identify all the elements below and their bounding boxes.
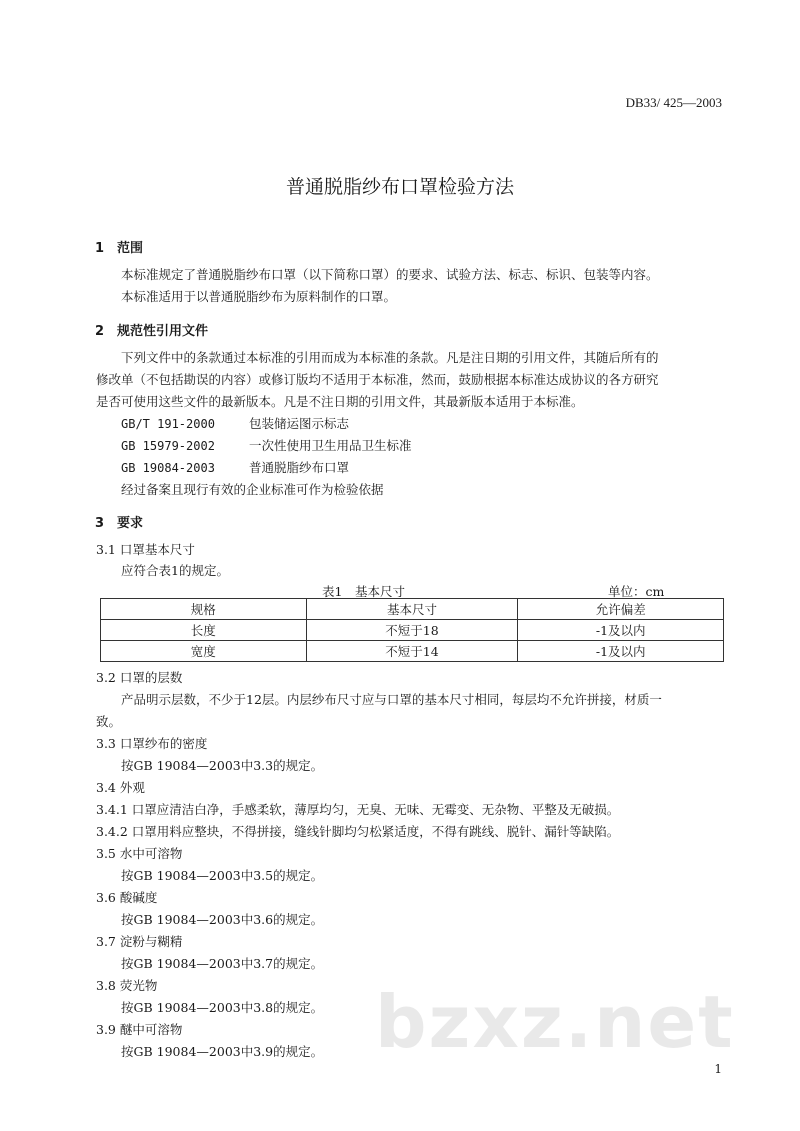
reference-code: GB/T 191-2000 [121,417,215,431]
clause-number: 3.2 [96,670,116,685]
section-title: 要求 [117,516,144,531]
clause-text: 按GB 19084—2003中3.7的规定。 [121,956,324,971]
watermark: bzxz.net [375,980,735,1064]
section-title: 范围 [117,241,144,256]
clause-3-4-2 [96,822,619,840]
clause-title: 口罩纱布的密度 [119,736,208,751]
clause-title: 口罩基本尺寸 [119,542,195,557]
table-cell: 宽度 [101,641,307,662]
reference-item [121,414,349,432]
clause-number: 3.9 [96,1022,116,1037]
section-2-paragraph-line: 是否可使用这些文件的最新版本。凡是不注日期的引用文件，其最新版本适用于本标准。 [96,394,584,409]
section-number: 3 [95,516,105,531]
section-number: 2 [95,324,105,339]
clause-number: 3.3 [96,736,116,751]
reference-item [121,436,412,454]
clause-number: 3.4.1 [96,802,128,817]
clause-title: 口罩的层数 [119,670,183,685]
document-id: DB33/ 425—2003 [625,95,722,110]
table-cell: 不短于18 [306,620,518,641]
table-header-cell: 基本尺寸 [306,599,518,620]
clause-number: 3.7 [96,934,116,949]
reference-item [121,458,349,476]
clause-text: 按GB 19084—2003中3.6的规定。 [121,912,324,927]
clause-text: 按GB 19084—2003中3.3的规定。 [121,758,324,773]
clause-title: 外观 [119,780,145,795]
clause-3-2-heading [96,668,182,686]
clause-number: 3.6 [96,890,116,905]
clause-3-9-heading [96,1020,182,1038]
clause-title: 水中可溶物 [119,846,183,861]
section-2-paragraph: 经过备案且现行有效的企业标准可作为检验依据 [121,482,384,497]
clause-number: 3.1 [96,542,116,557]
clause-3-4-1 [96,800,619,818]
section-2-paragraph-line: 下列文件中的条款通过本标准的引用而成为本标准的条款。凡是注日期的引用文件，其随后所有的 [121,350,659,365]
table-header-cell: 允许偏差 [518,599,724,620]
clause-title: 酸碱度 [119,890,158,905]
clause-3-4-heading [96,778,145,796]
table-cell: -1及以内 [518,620,724,641]
clause-number: 3.5 [96,846,116,861]
clause-number: 3.8 [96,978,116,993]
section-title: 规范性引用文件 [117,324,209,339]
reference-code: GB 19084-2003 [121,461,215,475]
dimension-table [100,598,724,662]
clause-title: 荧光物 [119,978,158,993]
clause-3-8-heading [96,976,157,994]
section-3-heading [95,512,143,531]
reference-name: 一次性使用卫生用品卫生标准 [249,438,412,453]
table-caption: 表1 基本尺寸 [322,584,405,599]
table-row [101,620,724,641]
reference-code: GB 15979-2002 [121,439,215,453]
table-row [101,641,724,662]
clause-number: 3.4.2 [96,824,128,839]
section-1-paragraph: 本标准规定了普通脱脂纱布口罩（以下简称口罩）的要求、试验方法、标志、标识、包装等内容。 [121,267,659,282]
table-header-row [101,599,724,620]
page-title: 普通脱脂纱布口罩检验方法 [285,176,514,198]
table-header-cell: 规格 [101,599,307,620]
clause-text: 应符合表1的规定。 [121,563,229,578]
table-cell: 长度 [101,620,307,641]
clause-text: 产品明示层数，不少于12层。内层纱布尺寸应与口罩的基本尺寸相同，每层均不允许拼接，材质一 [121,692,662,707]
clause-3-6-heading [96,888,157,906]
clause-title: 醚中可溶物 [119,1022,183,1037]
section-2-paragraph-line: 修改单（不包括勘误的内容）或修订版均不适用于本标准，然而，鼓励根据本标准达成协议的各方研究 [96,372,659,387]
clause-text: 口罩用料应整块，不得拼接，缝线针脚均匀松紧适度，不得有跳线、脱针、漏针等缺陷。 [131,824,620,839]
clause-text: 按GB 19084—2003中3.5的规定。 [121,868,324,883]
reference-name: 包装储运图示标志 [249,416,350,431]
clause-text: 致。 [96,714,122,729]
section-2-heading [95,320,208,339]
clause-3-1-heading [96,540,195,558]
page-number: 1 [714,1062,722,1076]
clause-3-3-heading [96,734,207,752]
clause-text: 口罩应清洁白净，手感柔软，薄厚均匀，无臭、无味、无霉变、无杂物、平整及无破损。 [131,802,620,817]
table-unit: 单位：cm [608,584,665,599]
section-1-paragraph: 本标准适用于以普通脱脂纱布为原料制作的口罩。 [121,289,397,304]
clause-text: 按GB 19084—2003中3.8的规定。 [121,1000,324,1015]
clause-text: 按GB 19084—2003中3.9的规定。 [121,1044,324,1059]
table-cell: -1及以内 [518,641,724,662]
clause-3-5-heading [96,844,182,862]
table-cell: 不短于14 [306,641,518,662]
section-1-heading [95,237,143,256]
clause-title: 淀粉与糊精 [119,934,183,949]
clause-3-7-heading [96,932,182,950]
section-number: 1 [95,241,105,256]
reference-name: 普通脱脂纱布口罩 [249,460,350,475]
clause-number: 3.4 [96,780,116,795]
